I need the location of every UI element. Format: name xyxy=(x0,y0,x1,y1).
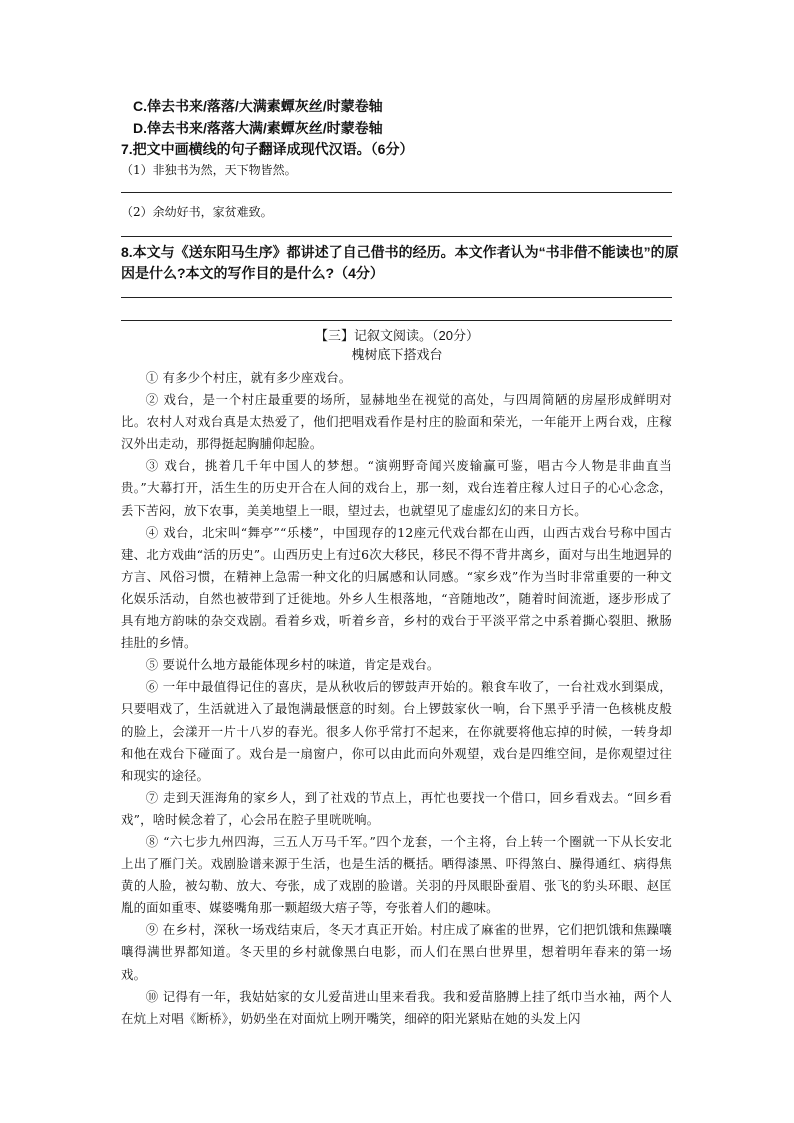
paragraph: ③ 戏台，挑着几千年中国人的梦想。“演朔野奇闻兴废输赢可鉴，唱古今人物是非曲直当贵。”大幕打开，活生生的历史开合在人间的戏台上，那一刻，戏台连着庄稼人过日子的心心念念，丢下苦闷，放下农事，美美地望上一眼，望过去，也就望见了虚虚幻幻的来日方长。 xyxy=(121,458,672,518)
question-8-title: 8.本文与《送东阳马生序》都讲述了自己借书的经历。本文作者认为“书非借不能读也”的原因是什么?本文的写作目的是什么?（4分） xyxy=(121,244,679,281)
paragraph: ④ 戏台，北宋叫“舞亭”“乐楼”，中国现存的12座元代戏台都在山西，山西古戏台号称中国古建、北方戏曲“活的历史”。山西历史上有过6次大移民，移民不得不背井离乡，面对与出生地迥异的方言、风俗习惯，在精神上急需一种文化的归属感和认同感。“家乡戏”作为当时非常重要的一种文化娱乐活动，自然也被带到了迁徙地。外乡人生根落地，“音随地改”，随着时间流逝，逐步形成了具有地方韵味的杂交戏剧。看着乡戏，听着乡音，乡村的戏台于平淡平常之中系着撕心裂胆、揪肠挂肚的乡情。 xyxy=(121,524,672,651)
paragraph: ⑩ 记得有一年，我姑姑家的女儿爱苗进山里来看我。我和爱苗胳膊上挂了纸巾当水袖，两个人在炕上对唱《断桥》，奶奶坐在对面炕上咧开嘴笑，细碎的阳光紧贴在她的头发上闪 xyxy=(121,988,672,1026)
article-body xyxy=(121,367,672,1030)
answer-line xyxy=(121,192,672,193)
paragraph: ⑨ 在乡村，深秋一场戏结束后，冬天才真正开始。村庄成了麻雀的世界，它们把饥饿和焦躁嚷嚷得满世界都知道。冬天里的乡村就像黑白电影，而人们在黑白世界里，想着明年春来的第一场戏。 xyxy=(121,922,672,982)
answer-line xyxy=(121,297,672,298)
article-title: 槐树底下搭戏台 xyxy=(351,347,443,362)
section-heading: 【三】记叙文阅读。（20分） xyxy=(315,328,479,343)
question-7-title: 7.把文中画横线的句子翻译成现代汉语。（6分） xyxy=(121,141,414,157)
paragraph: ② 戏台，是一个村庄最重要的场所，显赫地坐在视觉的高处，与四周简陋的房屋形成鲜明对比。农村人对戏台真是太热爱了，他们把唱戏看作是村庄的脸面和荣光，一年能开上两台戏，庄稼汉外出走动，那得挺起胸脯仰起脸。 xyxy=(121,392,672,452)
paragraph: ⑦ 走到天涯海角的家乡人，到了社戏的节点上，再忙也要找一个借口，回乡看戏去。“回乡看戏”，啥时候念着了，心会吊在腔子里咣咣响。 xyxy=(121,789,672,827)
paragraph: ⑤ 要说什么地方最能体现乡村的味道，肯定是戏台。 xyxy=(145,657,440,673)
paragraph: ⑥ 一年中最值得记住的喜庆，是从秋收后的锣鼓声开始的。粮食车收了，一台社戏水到渠成，只要唱戏了，生活就进入了最饱满最惬意的时刻。台上锣鼓家伙一响，台下黑乎乎清一色核桃皮般的脸上，会漾开一片十八岁的春光。很多人你乎常打不起来，在你就要将他忘掉的时候，一转身却和他在戏台下碰面了。戏台是一扇窗户，你可以由此而向外观望，戏台是四维空间，是你观望过往和现实的途径。 xyxy=(121,679,672,783)
question-7-sentence-1: （1）非独书为然，天下物皆然。 xyxy=(121,163,297,177)
paragraph: ① 有多少个村庄，就有多少座戏台。 xyxy=(145,370,352,385)
answer-line xyxy=(121,320,672,321)
question-7-sentence-2: （2）余幼好书，家贫难致。 xyxy=(121,205,273,219)
option-d: D.倖去书来/落落大满/素蟫灰丝/时蒙卷轴 xyxy=(133,120,383,136)
answer-line xyxy=(121,236,672,237)
paragraph: ⑧ “六七步九州四海，三五人万马千军。”四个龙套，一个主将，台上转一个圈就一下从长安北上出了雁门关。戏剧脸谱来源于生活，也是生活的概括。晒得漆黑、吓得煞白、臊得通红、病得焦黄的人脸，被勾勒、放大、夸张，成了戏剧的脸谱。关羽的丹凤眼卧蚕眉、张飞的豹头环眼、赵匡胤的面如重枣、媒婆嘴角那一颗超级大痦子等，夸张着人们的趣味。 xyxy=(121,833,672,916)
option-c: C.倖去书来/落落/大满素蟫灰丝/时蒙卷轴 xyxy=(133,98,383,114)
